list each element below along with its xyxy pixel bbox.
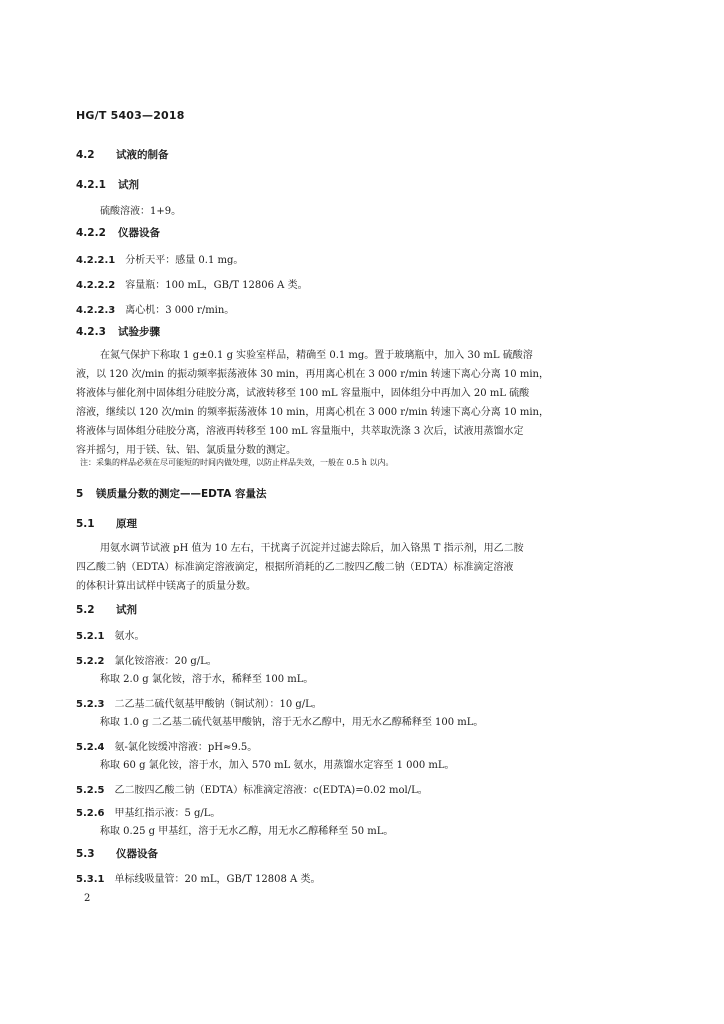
clause-text: 二乙基二硫代氨基甲酸钠（铜试剂）：10 g/L。 xyxy=(114,699,322,710)
section-title: 试剂 xyxy=(116,604,137,616)
section-5-2-heading xyxy=(76,602,137,617)
clause-text: 氨-氯化铵缓冲溶液：pH≈9.5。 xyxy=(114,742,258,753)
clause-4-2-2-1 xyxy=(76,251,243,266)
clause-text: 氨水。 xyxy=(114,631,145,642)
clause-text: 甲基红指示液：5 g/L。 xyxy=(114,808,221,819)
clause-4-2-2-3 xyxy=(76,301,234,316)
clause-5-2-3-body: 称取 1.0 g 二乙基二硫代氨基甲酸钠，溶于无水乙醇中，用无水乙醇稀释至 100 mL。 xyxy=(100,717,484,728)
clause-number: 5.2.2 xyxy=(76,656,105,667)
section-title: 仪器设备 xyxy=(118,227,160,239)
note-text: 注：采集的样品必须在尽可能短的时间内做处理，以防止样品失效，一般在 0.5 h 以内。 xyxy=(80,458,394,467)
clause-5-2-3 xyxy=(76,695,322,710)
section-4-2-1-heading xyxy=(76,177,139,192)
clause-5-2-2-body: 称取 2.0 g 氯化铵，溶于水，稀释至 100 mL。 xyxy=(100,674,314,685)
principle-paragraph xyxy=(76,539,646,596)
section-number: 4.2.2 xyxy=(76,227,106,239)
paragraph-line: 容并摇匀，用于镁、钛、铝、氯质量分数的测定。 xyxy=(76,445,296,456)
section-4-2-heading xyxy=(76,147,169,162)
paragraph-line: 四乙酸二钠（EDTA）标准滴定溶液滴定，根据所消耗的乙二胺四乙酸二钠（EDTA）标准滴定溶液 xyxy=(76,562,514,573)
clause-5-2-6-body: 称取 0.25 g 甲基红，溶于无水乙醇，用无水乙醇稀释至 50 mL。 xyxy=(100,826,394,837)
section-number: 4.2.3 xyxy=(76,326,106,338)
clause-text: 单标线吸量管：20 mL，GB/T 12808 A 类。 xyxy=(114,874,321,885)
section-number: 4.2.1 xyxy=(76,179,106,191)
clause-number: 5.2.5 xyxy=(76,785,105,796)
paragraph-line: 溶液，继续以 120 次/min 的频率振荡液体 10 min，用离心机在 3 000 r/min 转速下离心分离 10 min， xyxy=(76,407,549,418)
clause-number: 4.2.2.3 xyxy=(76,305,116,316)
clause-text: 容量瓶：100 mL，GB/T 12806 A 类。 xyxy=(125,280,308,291)
section-title: 仪器设备 xyxy=(116,848,158,860)
paragraph-line: 将液体与固体组分硅胶分离，溶液再转移至 100 mL 容量瓶中，共萃取洗涤 3 次后，试液用蒸馏水定 xyxy=(76,426,524,437)
clause-number: 5.2.6 xyxy=(76,808,105,819)
clause-text: 乙二胺四乙酸二钠（EDTA）标准滴定溶液：c(EDTA)=0.02 mol/L。 xyxy=(114,785,428,796)
section-title: 试液的制备 xyxy=(116,149,169,161)
section-4-2-2-heading xyxy=(76,225,160,240)
clause-text: 离心机：3 000 r/min。 xyxy=(125,305,235,316)
section-title: 试验步骤 xyxy=(118,326,160,338)
section-number: 5.2 xyxy=(76,604,95,616)
clause-5-2-1 xyxy=(76,627,144,642)
clause-text: 分析天平：感量 0.1 mg。 xyxy=(125,255,244,266)
clause-number: 5.2.4 xyxy=(76,742,105,753)
clause-number: 5.3.1 xyxy=(76,874,105,885)
paragraph-line: 的体积计算出试样中镁离子的质量分数。 xyxy=(76,581,256,592)
clause-text: 氯化铵溶液：20 g/L。 xyxy=(114,656,217,667)
paragraph-line: 在氮气保护下称取 1 g±0.1 g 实验室样品，精确至 0.1 mg。置于玻璃瓶中，加入 30 mL 硫酸溶 xyxy=(100,350,533,361)
section-title: 试剂 xyxy=(118,179,139,191)
section-title: 镁质量分数的测定——EDTA 容量法 xyxy=(96,488,267,500)
clause-number: 5.2.3 xyxy=(76,699,105,710)
clause-5-2-4-body: 称取 60 g 氯化铵，溶于水，加入 570 mL 氨水，用蒸馏水定容至 1 000 mL。 xyxy=(100,760,455,771)
section-5-1-heading xyxy=(76,516,137,531)
clause-number: 4.2.2.1 xyxy=(76,255,116,266)
paragraph-line: 将液体与催化剂中固体组分硅胶分离，试液转移至 100 mL 容量瓶中，固体组分中再加入 20 mL 硫酸 xyxy=(76,388,530,399)
test-procedure-paragraph xyxy=(76,346,646,460)
paragraph-line: 液，以 120 次/min 的振动频率振荡液体 30 min，再用离心机在 3 000 r/min 转速下离心分离 10 min， xyxy=(76,369,549,380)
clause-5-2-2 xyxy=(76,652,217,667)
page-number: 2 xyxy=(84,893,91,904)
clause-5-3-1 xyxy=(76,870,320,885)
section-5-3-heading xyxy=(76,846,158,861)
clause-5-2-5 xyxy=(76,781,428,796)
clause-number: 5.2.1 xyxy=(76,631,105,642)
standard-code-header: HG/T 5403—2018 xyxy=(76,109,185,122)
clause-number: 4.2.2.2 xyxy=(76,280,116,291)
reagent-text: 硫酸溶液：1+9。 xyxy=(100,206,182,217)
paragraph-line: 用氨水调节试液 pH 值为 10 左右，干扰离子沉淀并过滤去除后，加入铬黑 T 指示剂，用乙二胺 xyxy=(100,543,524,554)
clause-5-2-4 xyxy=(76,738,257,753)
section-number: 5 xyxy=(76,488,84,500)
section-5-heading xyxy=(76,486,267,501)
clause-4-2-2-2 xyxy=(76,276,308,291)
clause-5-2-6 xyxy=(76,804,220,819)
section-number: 4.2 xyxy=(76,149,95,161)
section-4-2-3-heading xyxy=(76,324,160,339)
section-number: 5.3 xyxy=(76,848,95,860)
section-title: 原理 xyxy=(116,518,137,530)
section-number: 5.1 xyxy=(76,518,95,530)
